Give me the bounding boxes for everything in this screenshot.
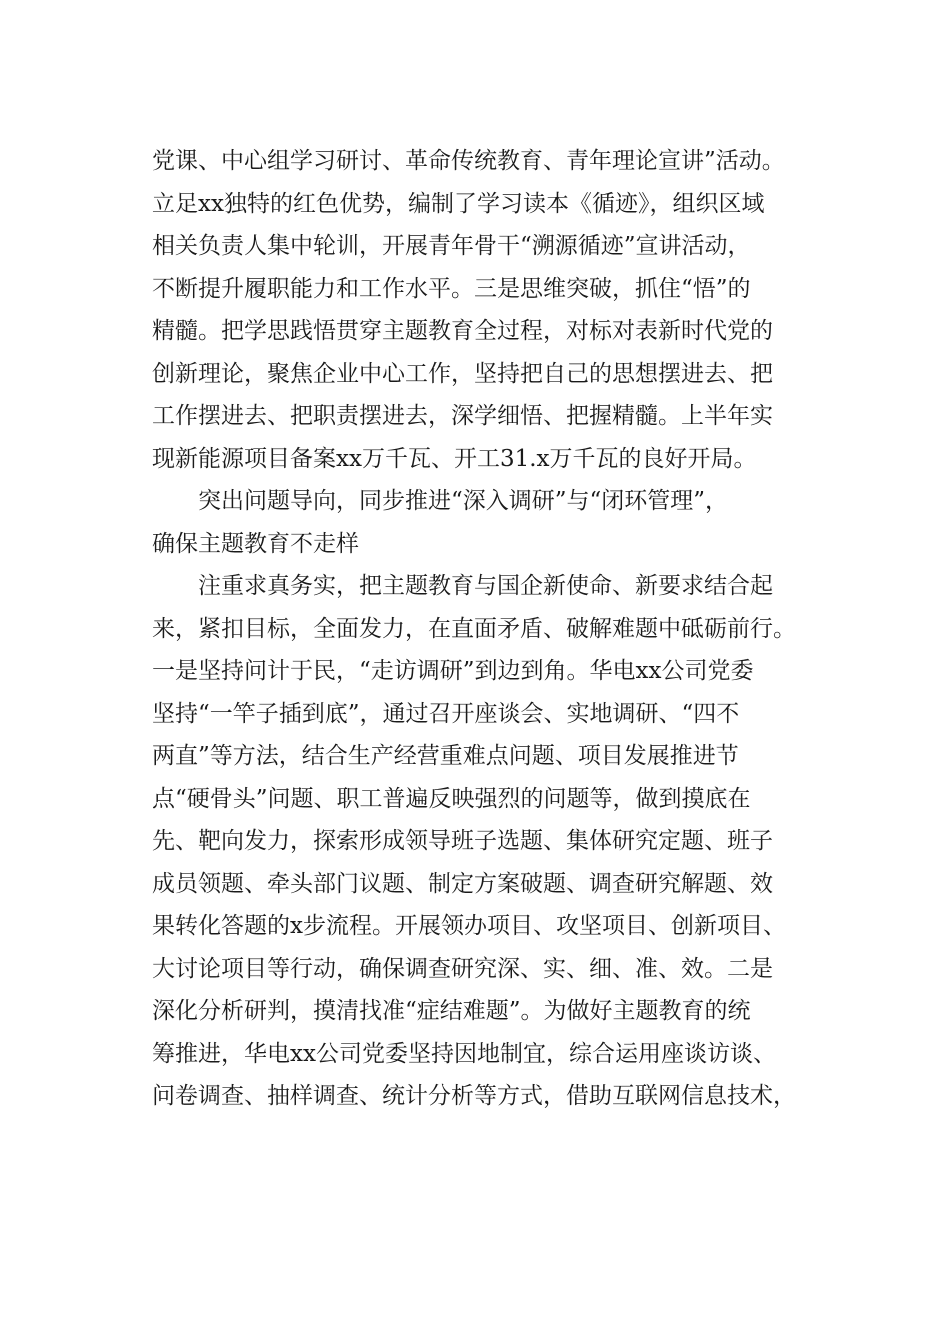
text-line-11: 注重求真务实，把主题教育与国企新使命、新要求结合起 (198, 573, 773, 599)
text-line-23: 问卷调查、抽样调查、统计分析等方式，借助互联网信息技术， (152, 1083, 796, 1109)
text-line-15: 两直”等方法，结合生产经营重难点问题、项目发展推进节 (152, 743, 739, 769)
section-heading-line-1: 突出问题导向，同步推进“深入调研”与“闭环管理”， (198, 488, 729, 514)
text-line-4: 不断提升履职能力和工作水平。三是思维突破，抓住“悟”的 (152, 275, 751, 302)
text-line-2: 立足xx独特的红色优势，编制了学习读本《循迹》，组织区域 (152, 190, 765, 217)
text-line-1: 党课、中心组学习研讨、革命传统教育、青年理论宣讲”活动。 (152, 148, 785, 174)
body-text (152, 140, 832, 1118)
text-line-5: 精髓。把学思践悟贯穿主题教育全过程，对标对表新时代党的 (152, 318, 773, 344)
text-line-22: 筹推进，华电xx公司党委坚持因地制宜，综合运用座谈访谈、 (152, 1040, 776, 1067)
text-line-6: 创新理论，聚焦企业中心工作，坚持把自己的思想摆进去、把 (152, 360, 773, 387)
text-line-19: 果转化答题的x步流程。开展领办项目、攻坚项目、创新项目、 (152, 913, 786, 939)
text-line-17: 先、靶向发力，探索形成领导班子选题、集体研究定题、班子 (152, 828, 773, 854)
text-line-20: 大讨论项目等行动，确保调查研究深、实、细、准、效。二是 (152, 955, 773, 982)
text-line-7: 工作摆进去、把职责摆进去，深学细悟、把握精髓。上半年实 (152, 403, 773, 429)
section-heading-line-2: 确保主题教育不走样 (152, 530, 359, 557)
text-line-13: 一是坚持问计于民，“走访调研”到边到角。华电xx公司党委 (152, 658, 754, 684)
text-line-18: 成员领题、牵头部门议题、制定方案破题、调查研究解题、效 (152, 870, 773, 897)
text-line-8: 现新能源项目备案xx万千瓦、开工31.x万千瓦的良好开局。 (152, 445, 757, 472)
text-line-3: 相关负责人集中轮训，开展青年骨干“溯源循迹”宣讲活动， (152, 233, 751, 259)
text-line-14: 坚持“一竿子插到底”，通过召开座谈会、实地调研、“四不 (152, 700, 740, 727)
text-line-16: 点“硬骨头”问题、职工普遍反映强烈的问题等，做到摸底在 (152, 785, 751, 812)
text-line-21: 深化分析研判，摸清找准“症结难题”。为做好主题教育的统 (152, 998, 751, 1024)
text-line-12: 来，紧扣目标，全面发力，在直面矛盾、破解难题中砥砺前行。 (152, 615, 796, 642)
